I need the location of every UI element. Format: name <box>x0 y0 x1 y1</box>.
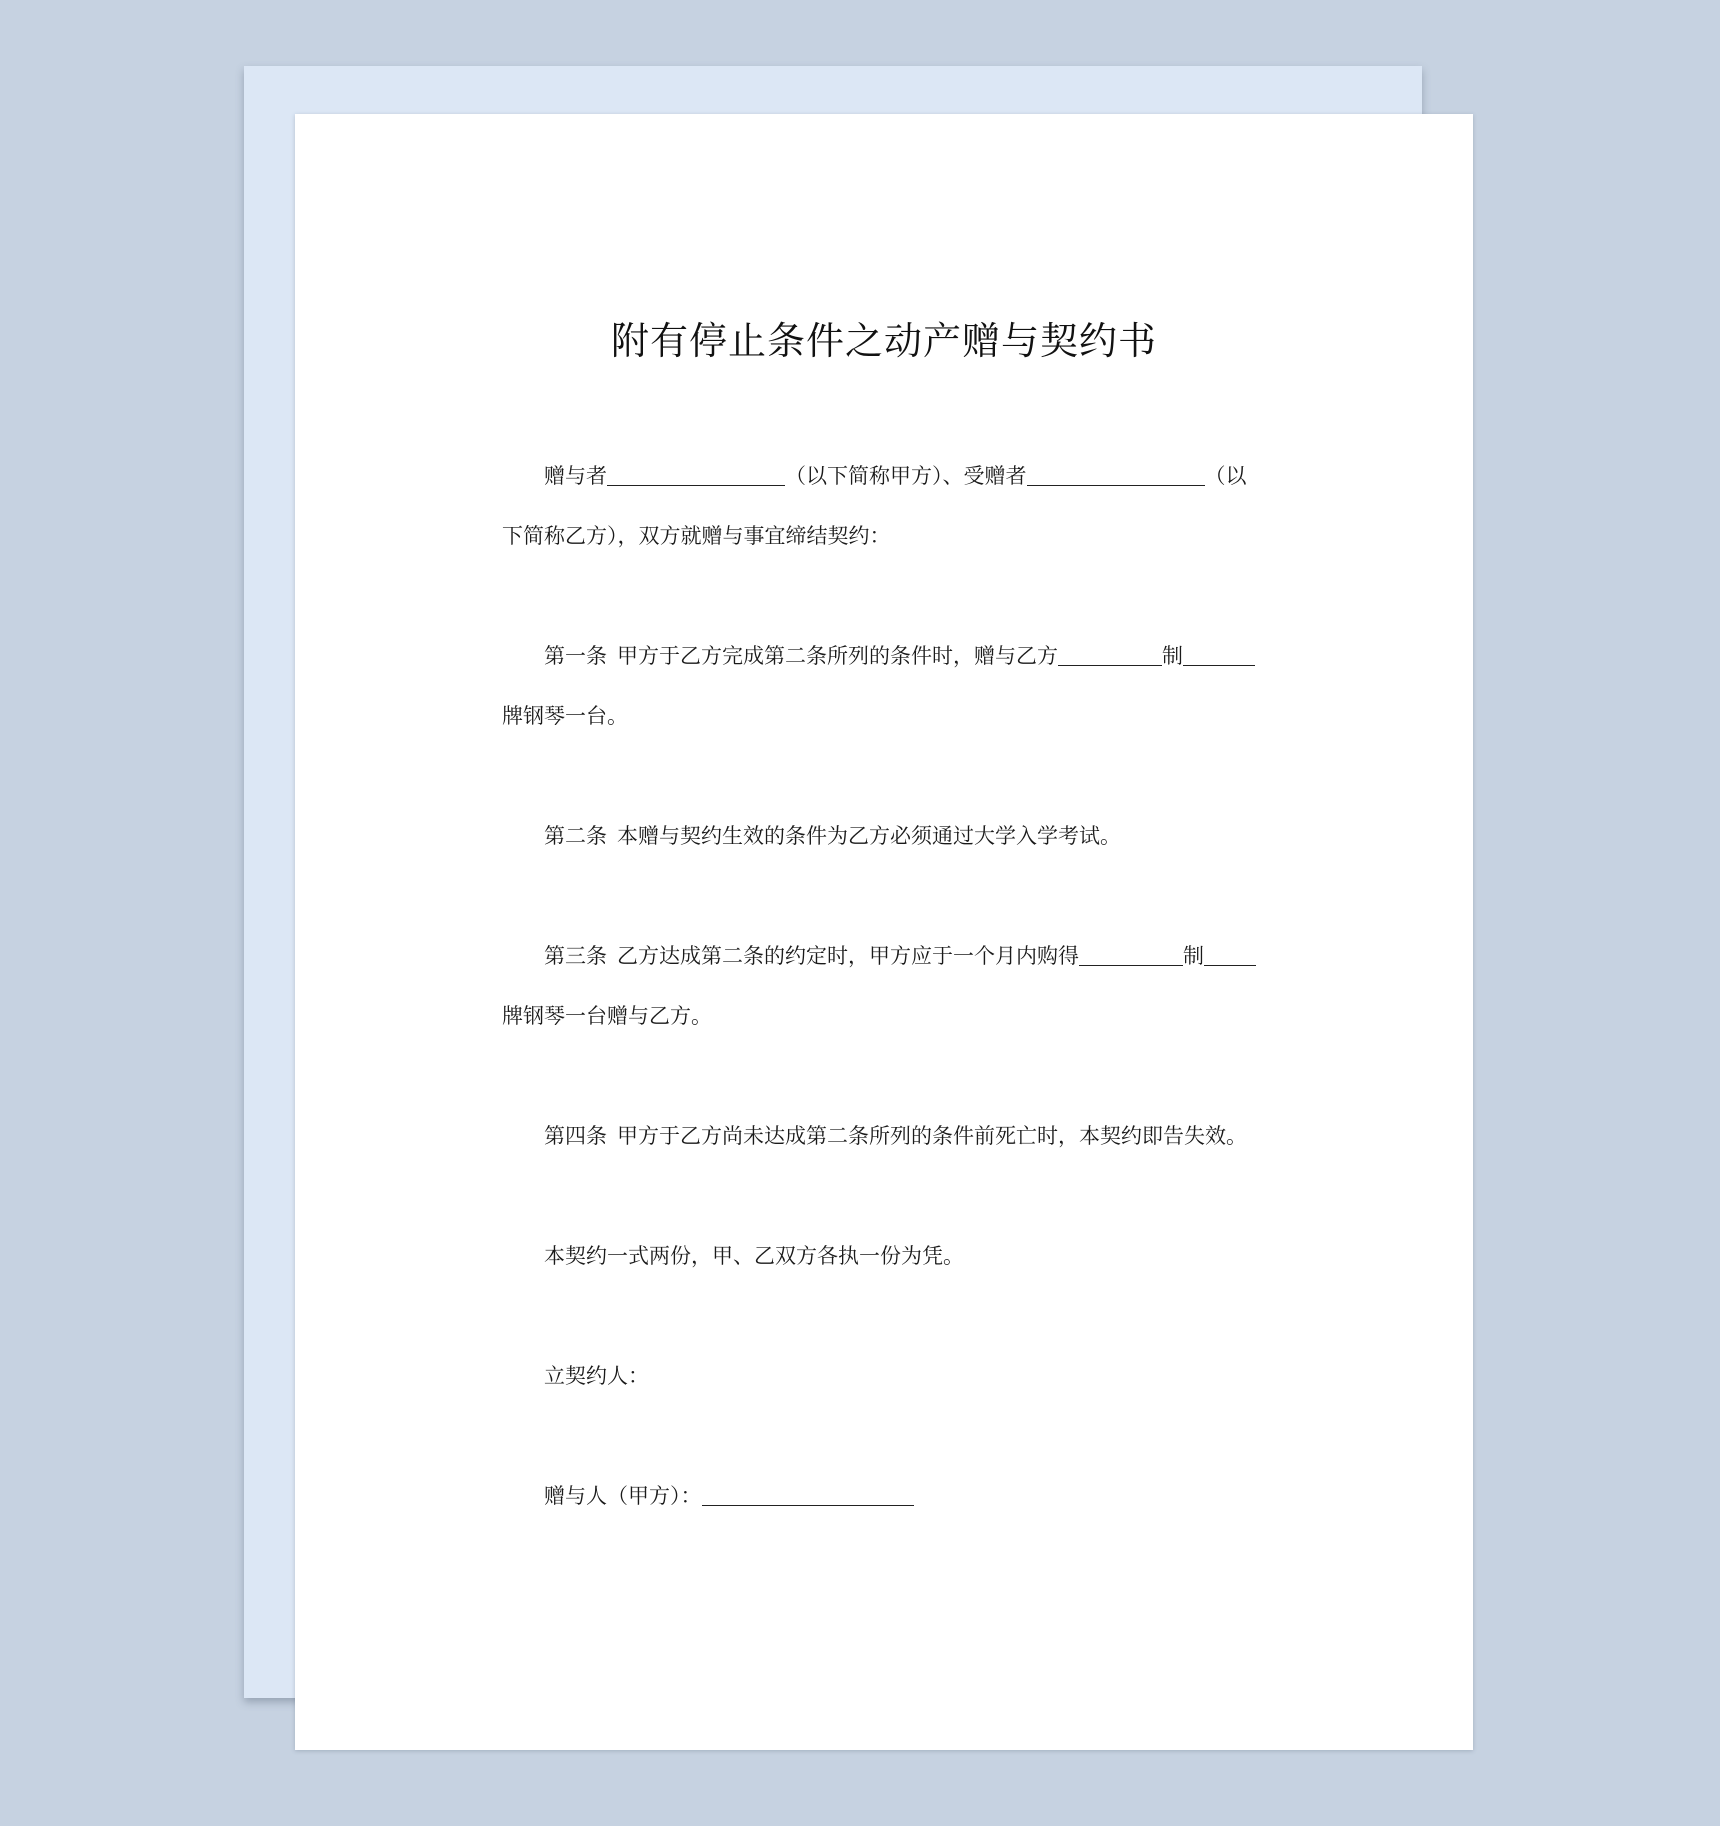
article-3-label: 第三条 <box>544 944 607 968</box>
donor-label: 赠与者 <box>544 464 607 488</box>
preamble-line-2: 下简称乙方），双方就赠与事宜缔结契约： <box>502 524 891 548</box>
copies-clause: 本契约一式两份，甲、乙双方各执一份为凭。 <box>544 1244 964 1268</box>
article-2-label: 第二条 <box>544 824 607 848</box>
article-1-brand-blank[interactable] <box>1183 644 1255 666</box>
abbrev-b-start-text: （以 <box>1204 464 1247 488</box>
document-title: 附有停止条件之动产赠与契约书 <box>610 319 1157 363</box>
document-page <box>295 114 1473 1750</box>
article-3-text-b: 制 <box>1183 944 1204 968</box>
donor-signature-line <box>502 1466 1262 1526</box>
article-4-text-a: 甲方于乙方尚未达成第二条所列的条件前死亡时，本契约即告失效。 <box>617 1124 1247 1148</box>
article-1-text-a: 甲方于乙方完成第二条所列的条件时，赠与乙方 <box>617 644 1058 668</box>
article-3-text-a: 乙方达成第二条的约定时，甲方应于一个月内购得 <box>617 944 1079 968</box>
article-1-line-1 <box>502 626 1262 686</box>
article-3 <box>502 926 1262 1046</box>
article-4-label: 第四条 <box>544 1124 607 1148</box>
donor-signature-row <box>502 1466 1262 1526</box>
article-3-line-1 <box>502 926 1262 986</box>
article-1-label: 第一条 <box>544 644 607 668</box>
preamble-line-1 <box>502 446 1262 506</box>
article-1-line-2: 牌钢琴一台。 <box>502 704 628 728</box>
article-1 <box>502 626 1262 746</box>
article-2 <box>502 806 1262 866</box>
article-3-maker-blank[interactable] <box>1079 944 1183 966</box>
article-1-text-b: 制 <box>1162 644 1183 668</box>
donor-signature-label: 赠与人（甲方）： <box>544 1484 702 1508</box>
abbrev-a-text: （以下简称甲方）、受赠者 <box>785 464 1027 488</box>
article-4 <box>502 1106 1262 1166</box>
donor-signature-blank[interactable] <box>702 1484 914 1506</box>
article-3-line-2: 牌钢琴一台赠与乙方。 <box>502 1004 712 1028</box>
article-3-brand-blank[interactable] <box>1204 944 1256 966</box>
article-1-maker-blank[interactable] <box>1058 644 1162 666</box>
article-2-text-a: 本赠与契约生效的条件为乙方必须通过大学入学考试。 <box>617 824 1121 848</box>
donor-name-blank[interactable] <box>607 464 785 486</box>
preamble-paragraph <box>502 446 1262 566</box>
signatory-heading: 立契约人： <box>544 1364 649 1388</box>
donee-name-blank[interactable] <box>1027 464 1205 486</box>
article-2-line-1 <box>502 806 1262 866</box>
article-4-line-1 <box>502 1106 1262 1166</box>
